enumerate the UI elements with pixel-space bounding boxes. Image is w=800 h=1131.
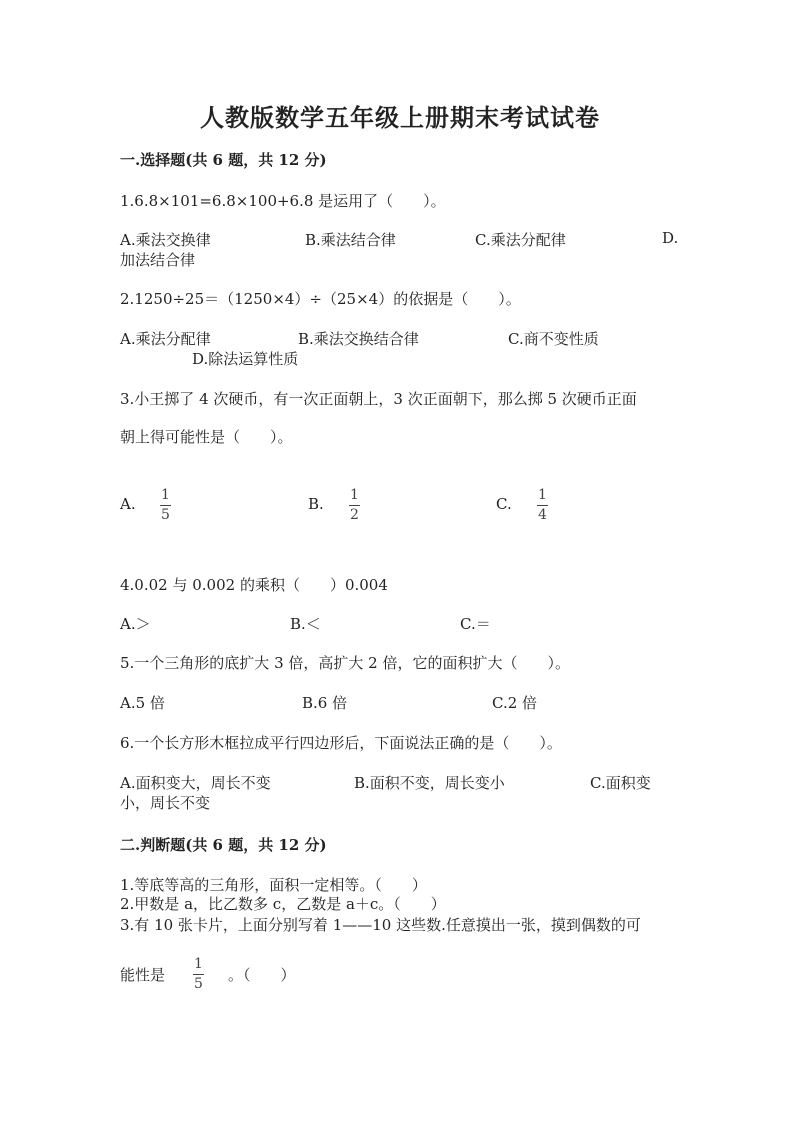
q6-option-c: C.面积变 xyxy=(590,774,651,792)
judgement-3-line1: 3.有 10 张卡片，上面分别写着 1——10 这些数.任意摸出一张，摸到偶数的可 xyxy=(120,916,641,934)
judgement-3-prefix: 能性是 xyxy=(120,966,166,984)
judgement-1: 1.等底等高的三角形，面积一定相等。（ ） xyxy=(120,876,427,894)
fraction-bar xyxy=(537,505,548,506)
section-heading-judgement: 二.判断题(共 6 题，共 12 分) xyxy=(120,836,327,854)
q4-option-a: A.＞ xyxy=(120,615,151,633)
fraction-numerator: 1 xyxy=(538,487,547,503)
q3-option-c-fraction xyxy=(537,488,548,523)
q5-option-c: C.2 倍 xyxy=(492,694,538,712)
q3-option-c-label: C. xyxy=(496,495,512,513)
q2-option-d: D.除法运算性质 xyxy=(192,350,299,368)
question-3-stem-line1: 3.小王掷了 4 次硬币，有一次正面朝上，3 次正面朝下，那么掷 5 次硬币正面 xyxy=(120,390,637,408)
q4-option-c: C.＝ xyxy=(460,615,491,633)
fraction-bar xyxy=(349,505,360,506)
q1-option-a: A.乘法交换律 xyxy=(120,231,211,249)
fraction-numerator: 1 xyxy=(161,487,170,503)
fraction-numerator: 1 xyxy=(194,956,203,972)
fraction-numerator: 1 xyxy=(350,487,359,503)
q6-option-b: B.面积不变，周长变小 xyxy=(354,774,505,792)
judgement-3-fraction xyxy=(193,957,204,992)
q2-option-a: A.乘法分配律 xyxy=(120,330,211,348)
section-heading-choice: 一.选择题(共 6 题，共 12 分) xyxy=(120,151,327,169)
q3-option-a-fraction xyxy=(160,488,171,523)
page-title: 人教版数学五年级上册期末考试试卷 xyxy=(200,103,600,132)
fraction-bar xyxy=(160,505,171,506)
question-3-stem-line2: 朝上得可能性是（ ）。 xyxy=(120,428,293,446)
q1-option-d-text: 加法结合律 xyxy=(120,251,196,269)
judgement-3-suffix: 。（ ） xyxy=(228,966,296,984)
q1-option-d: D. xyxy=(662,229,679,247)
q4-option-b: B.＜ xyxy=(290,615,321,633)
question-2-stem: 2.1250÷25＝（1250×4）÷（25×4）的依据是（ ）。 xyxy=(120,290,521,308)
q3-option-b-fraction xyxy=(349,488,360,523)
q6-option-a: A.面积变大，周长不变 xyxy=(120,774,271,792)
q1-option-b: B.乘法结合律 xyxy=(305,231,396,249)
q5-option-a: A.5 倍 xyxy=(120,694,165,712)
q2-option-c: C.商不变性质 xyxy=(508,330,599,348)
question-5-stem: 5.一个三角形的底扩大 3 倍，高扩大 2 倍，它的面积扩大（ ）。 xyxy=(120,654,570,672)
q3-option-b-label: B. xyxy=(308,495,324,513)
q1-option-c: C.乘法分配律 xyxy=(475,231,566,249)
fraction-denominator: 2 xyxy=(350,507,359,523)
fraction-denominator: 5 xyxy=(161,507,170,523)
question-1-stem: 1.6.8×101=6.8×100+6.8 是运用了（ ）。 xyxy=(120,192,446,210)
question-4-stem: 4.0.02 与 0.002 的乘积（ ）0.004 xyxy=(120,576,388,594)
q6-option-c-text: 小，周长不变 xyxy=(120,794,211,812)
q5-option-b: B.6 倍 xyxy=(302,694,348,712)
fraction-denominator: 4 xyxy=(538,507,547,523)
q2-option-b: B.乘法交换结合律 xyxy=(298,330,419,348)
q3-option-a-label: A. xyxy=(120,495,136,513)
fraction-denominator: 5 xyxy=(194,976,203,992)
judgement-2: 2.甲数是 a，比乙数多 c，乙数是 a＋c。（ ） xyxy=(120,895,446,913)
question-6-stem: 6.一个长方形木框拉成平行四边形后，下面说法正确的是（ ）。 xyxy=(120,734,562,752)
fraction-bar xyxy=(193,974,204,975)
